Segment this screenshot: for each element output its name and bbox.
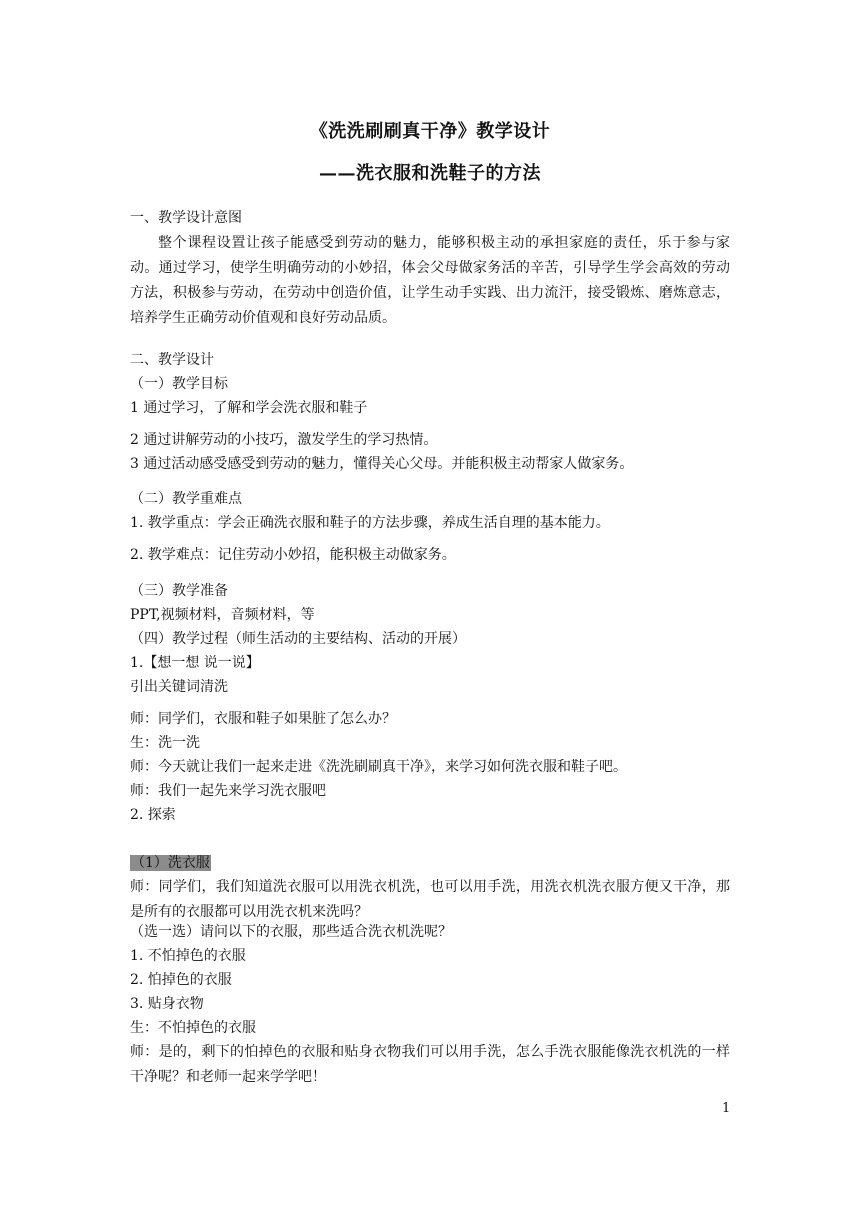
option-1: 1. 不怕掉色的衣服 [130, 948, 246, 964]
dialog-line-3: 师：今天就让我们一起来走进《洗洗刷刷真干净》，来学习如何洗衣服和鞋子吧。 [130, 759, 627, 775]
objective-2: 2 通过讲解劳动的小技巧，激发学生的学习热情。 [130, 432, 438, 448]
section2-heading: 二、教学设计 [130, 352, 214, 368]
keypoint-1: 1. 教学重点：学会正确洗衣服和鞋子的方法步骤，养成生活自理的基本能力。 [130, 515, 610, 531]
option-3: 3. 贴身衣物 [130, 996, 204, 1012]
process-heading: （四）教学过程（师生活动的主要结构、活动的开展） [130, 631, 466, 647]
dialog-line-1: 师：同学们，衣服和鞋子如果脏了怎么办？ [130, 711, 396, 727]
page-number: 1 [722, 1101, 731, 1116]
dialog-line-2: 生：洗一洗 [130, 735, 200, 751]
option-2: 2. 怕掉色的衣服 [130, 972, 232, 988]
document-subtitle: ——洗衣服和洗鞋子的方法 [319, 163, 541, 184]
document-title: 《洗洗刷刷真干净》教学设计 [309, 121, 551, 142]
objectives-heading: （一）教学目标 [130, 376, 228, 392]
prep-text: PPT,视频材料，音频材料，等 [130, 607, 315, 623]
sub-section-laundry-heading [130, 851, 730, 875]
dialog-line-4: 师：我们一起先来学习洗衣服吧 [130, 783, 326, 799]
step-1-heading: 1.【想一想 说一说】 [130, 655, 260, 671]
objective-3: 3 通过活动感受感受到劳动的魅力，懂得关心父母。并能积极主动帮家人做家务。 [130, 456, 634, 472]
prep-heading: （三）教学准备 [130, 583, 228, 599]
section1-paragraph: 整个课程设置让孩子能感受到劳动的魅力，能够积极主动的承担家庭的责任，乐于参与家动。通过学习，使学生明确劳动的小妙招，体会父母做家务活的辛苦，引导学生学会高效的劳动方法，积极参与劳动，在劳动中创造价值，让学生动手实践、出力流汗，接受锻炼、磨炼意志，培养学生正确劳动价值观和良好劳动品质。 [130, 235, 730, 326]
student-answer: 生：不怕掉色的衣服 [130, 1020, 256, 1036]
closing-paragraph: 师：是的，剩下的怕掉色的衣服和贴身衣物我们可以用手洗，怎么手洗衣服能像洗衣机洗的一样干净呢？和老师一起来学学吧！ [130, 1044, 730, 1085]
keypoint-2: 2. 教学难点：记住劳动小妙招，能积极主动做家务。 [130, 547, 456, 563]
choose-prompt: （选一选）请问以下的衣服，那些适合洗衣机洗呢？ [130, 924, 452, 940]
step-1-intro: 引出关键词清洗 [130, 679, 228, 695]
keypoints-heading: （二）教学重难点 [130, 491, 242, 507]
section1-heading: 一、教学设计意图 [130, 210, 242, 226]
highlighted-heading-text: （1）洗衣服 [131, 855, 210, 871]
objective-1: 1 通过学习，了解和学会洗衣服和鞋子 [130, 400, 368, 416]
laundry-paragraph: 师：同学们，我们知道洗衣服可以用洗衣机洗，也可以用手洗，用洗衣机洗衣服方便又干净，那是所有的衣服都可以用洗衣机来洗吗？ [130, 879, 730, 920]
step-2-heading: 2. 探索 [130, 807, 176, 823]
